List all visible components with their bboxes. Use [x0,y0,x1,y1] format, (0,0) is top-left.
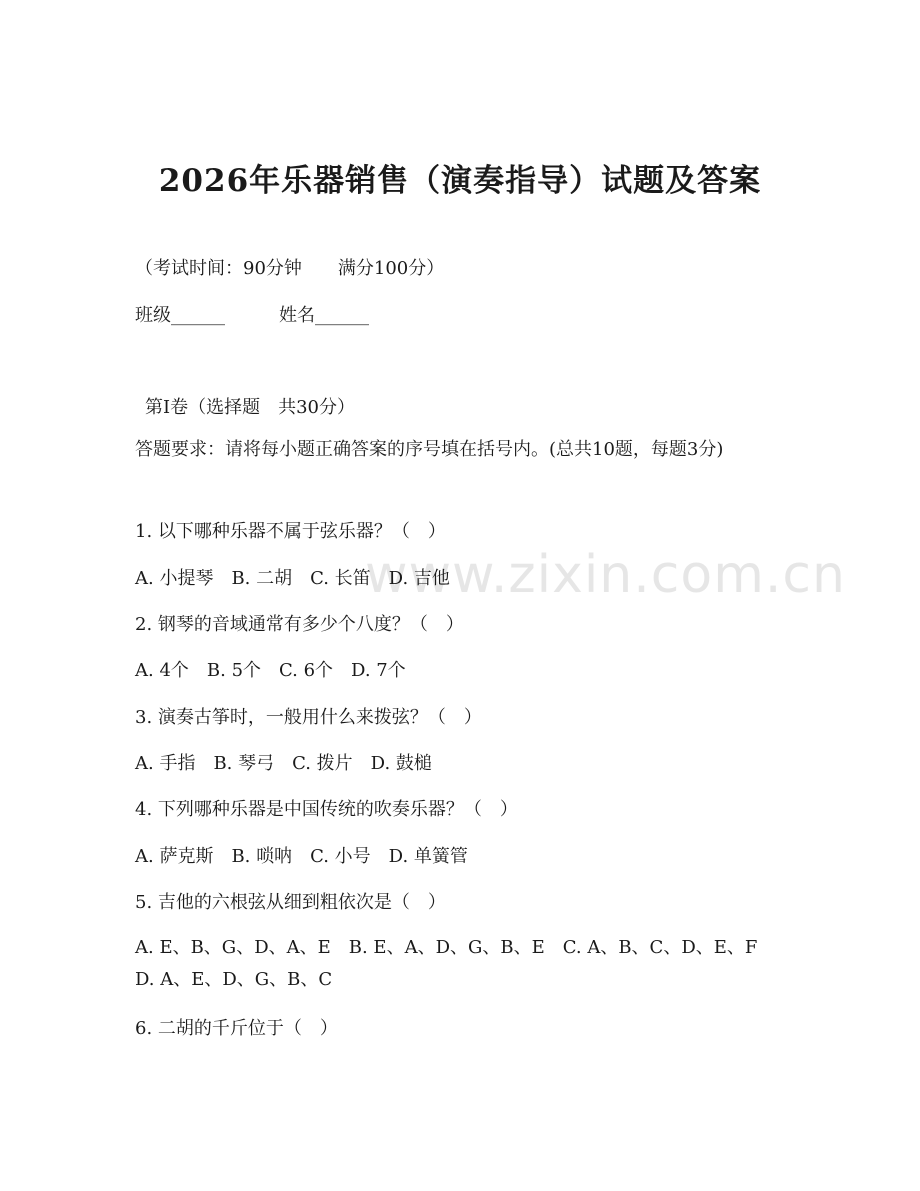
instructions: 答题要求：请将每小题正确答案的序号填在括号内。(总共10题，每题3分) [135,439,724,460]
question-2: 2. 钢琴的音域通常有多少个八度？（ ） [135,614,464,635]
question-5-options: A. E、B、G、D、A、E B. E、A、D、G、B、E C. A、B、C、D、E、F D. A、E、D、G、B、C [135,937,776,990]
question-1: 1. 以下哪种乐器不属于弦乐器？（ ） [135,521,446,542]
exam-info: （考试时间：90分钟 满分100分） [135,258,445,279]
question-4: 4. 下列哪种乐器是中国传统的吹奏乐器？（ ） [135,799,518,820]
question-3-options: A. 手指 B. 琴弓 C. 拨片 D. 鼓槌 [135,753,432,774]
question-6: 6. 二胡的千斤位于（ ） [135,1018,338,1039]
class-name-line: 班级______ 姓名______ [135,305,369,326]
watermark: www.zixin.com.cn [365,545,846,605]
question-3: 3. 演奏古筝时，一般用什么来拨弦？（ ） [135,707,482,728]
question-1-options: A. 小提琴 B. 二胡 C. 长笛 D. 吉他 [135,568,450,589]
question-4-options: A. 萨克斯 B. 唢呐 C. 小号 D. 单簧管 [135,846,468,867]
question-5: 5. 吉他的六根弦从细到粗依次是（ ） [135,892,446,913]
question-2-options: A. 4个 B. 5个 C. 6个 D. 7个 [135,660,406,681]
document-title: 2026年乐器销售（演奏指导）试题及答案 [158,163,762,199]
section-title: 第Ⅰ卷（选择题 共30分） [145,397,356,418]
